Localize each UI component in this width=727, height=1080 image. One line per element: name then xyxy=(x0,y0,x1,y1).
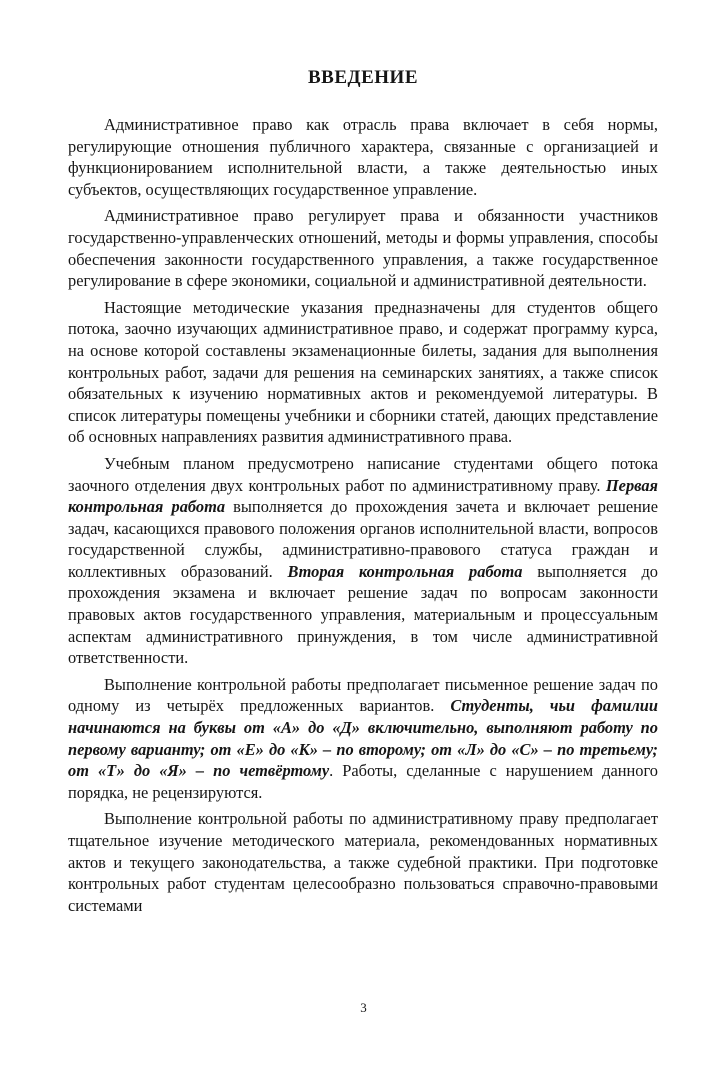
paragraph-text: Выполнение контрольной работы предполагает письменное решение задач по одному из четырёх предложенных вариантов. xyxy=(68,674,658,716)
paragraph xyxy=(68,808,658,916)
paragraph-text: Административное право как отрасль права включает в себя нормы, регулирующие отношения публичного характера, связанные с организацией и функционированием исполнительной власти, а также деятельностью иных субъектов, осуществляющих государственное управление. xyxy=(68,115,658,199)
document-page xyxy=(68,66,658,921)
paragraph-text: выполняется до прохождения экзамена и включает решение задач по вопросам законности правовых актов государственного управления, материальным и процессуальным аспектам административного принуждения, в том числе административной ответственности. xyxy=(68,561,658,668)
page-number: 3 xyxy=(360,1000,367,1015)
emphasized-text: Первая контрольная работа xyxy=(68,475,658,517)
paragraph xyxy=(68,205,658,291)
paragraph-text: . Работы, сделанные с нарушением данного порядка, не рецензируются. xyxy=(68,761,658,802)
paragraph-text: Учебным планом предусмотрено написание студентами общего потока заочного отделения двух контрольных работ по административному праву. xyxy=(68,453,658,495)
paragraph-text: Настоящие методические указания предназначены для студентов общего потока, заочно изучающих административное право, и содержат программу курса, на основе которой составлены экзаменационные билеты, задания для выполнения контрольных работ, задачи для решения на семинарских занятиях, а также список обязательных к изучению нормативных актов и рекомендуемой литературы. В список литературы помещены учебники и сборники статей, дающих представление об основных направлениях развития административного права. xyxy=(68,297,658,447)
paragraph-text: Административное право регулирует права и обязанности участников государственно-управленческих отношений, методы и формы управления, способы обеспечения законности государственного управления, а также государственное регулирование в сфере экономики, социальной и административной деятельности. xyxy=(68,206,658,291)
body-text xyxy=(68,114,658,916)
paragraph xyxy=(68,453,658,669)
emphasized-text: Студенты, чьи фамилии начинаются на буквы от «А» до «Д» включительно, выполняют работу по первому варианту; от «Е» до «К» – по второму; от «Л» до «С» – по третьему; от «Т» до «Я» – по четвёртому xyxy=(68,696,659,781)
paragraph xyxy=(68,674,658,804)
paragraph xyxy=(68,114,658,200)
paragraph xyxy=(68,297,658,448)
paragraph-text: Выполнение контрольной работы по административному праву предполагает тщательное изучение методического материала, рекомендованных нормативных актов и текущего законодательства, а также судебной практики. При подготовке контрольных работ студентам целесообразно пользоваться справочно-правовыми системами xyxy=(68,809,658,915)
paragraph-text: выполняется до прохождения зачета и включает решение задач, касающихся правового положения органов исполнительной власти, вопросов государственной службы, административно-правового статуса граждан и коллективных образований. xyxy=(68,497,658,581)
emphasized-text: Вторая контрольная работа xyxy=(287,561,523,581)
page-title: ВВЕДЕНИЕ xyxy=(308,67,418,88)
